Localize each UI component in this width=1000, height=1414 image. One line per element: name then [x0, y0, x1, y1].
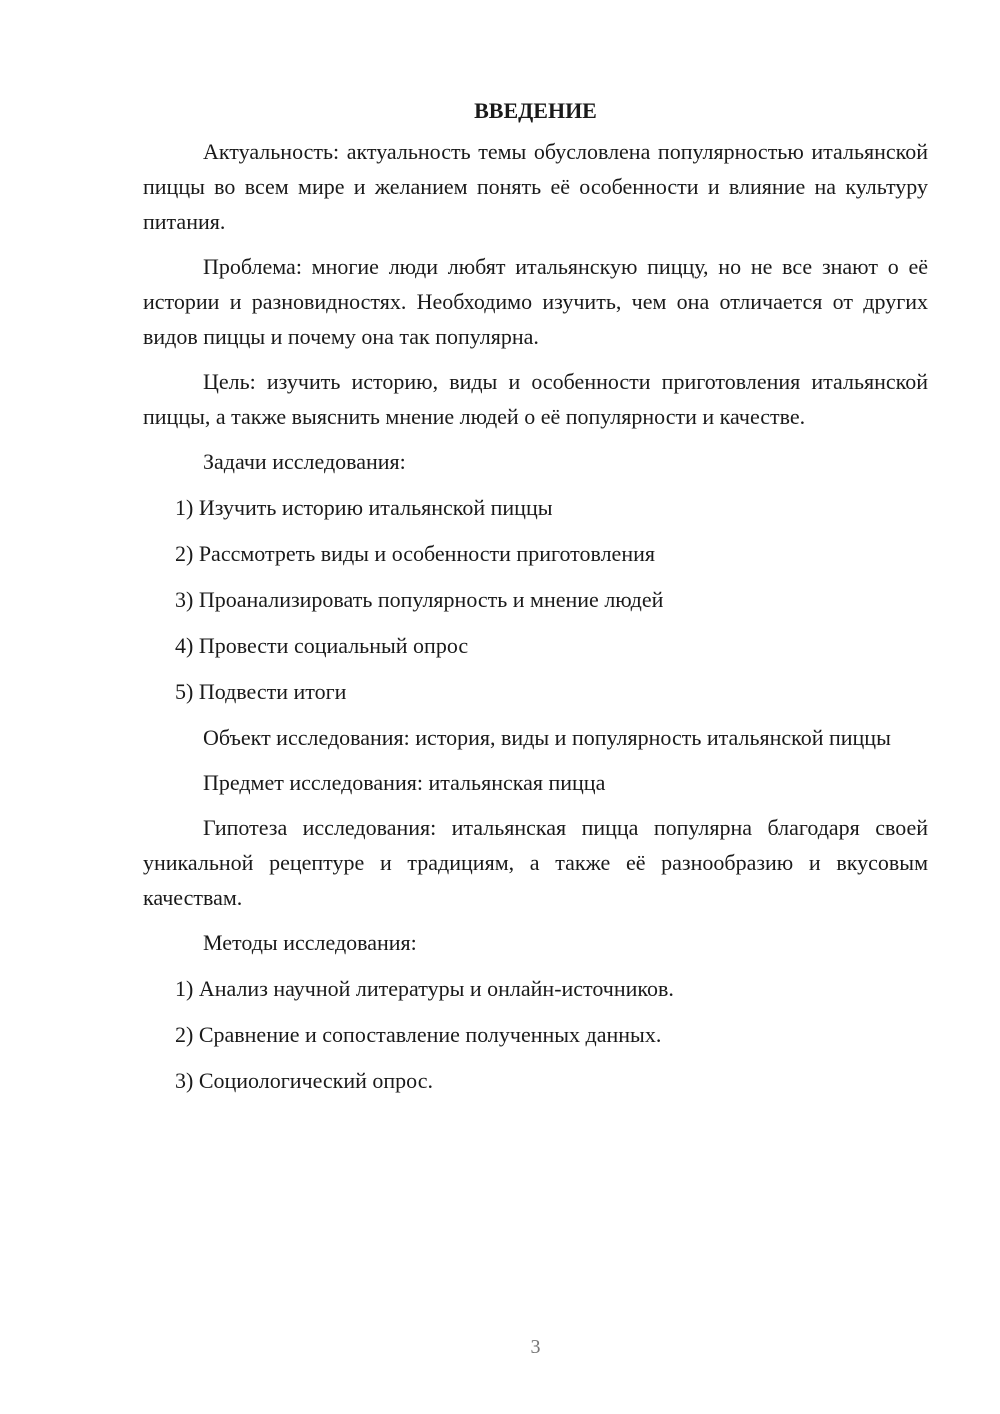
relevance-paragraph: Актуальность: актуальность темы обусловлена популярностью итальянской пиццы во всем мире и желанием понять её особенности и влияние на культуру питания. [143, 139, 928, 234]
method-item: 3) Социологический опрос. [175, 1068, 433, 1093]
methods-label: Методы исследования: [203, 930, 417, 955]
problem-paragraph: Проблема: многие люди любят итальянскую пиццу, но не все знают о её истории и разновидностях. Необходимо изучить, чем она отличается от других видов пиццы и почему она так популярна. [143, 254, 928, 349]
task-item: 4) Провести социальный опрос [175, 633, 469, 658]
task-item: 1) Изучить историю итальянской пиццы [175, 495, 553, 520]
hypothesis-paragraph: Гипотеза исследования: итальянская пицца популярна благодаря своей уникальной рецептуре и традициям, а также её разнообразию и вкусовым качествам. [143, 815, 928, 910]
page-content [143, 94, 928, 1109]
task-item: 3) Проанализировать популярность и мнение людей [175, 587, 664, 612]
page-number: 3 [530, 1336, 541, 1358]
method-item: 2) Сравнение и сопоставление полученных данных. [175, 1022, 662, 1047]
methods-list [143, 971, 928, 1098]
task-item: 2) Рассмотреть виды и особенности приготовления [175, 541, 655, 566]
tasks-label: Задачи исследования: [203, 449, 406, 474]
subject-paragraph: Предмет исследования: итальянская пицца [203, 770, 606, 795]
goal-paragraph: Цель: изучить историю, виды и особенности приготовления итальянской пиццы, а также выяснить мнение людей о её популярности и качестве. [143, 369, 928, 429]
task-item: 5) Подвести итоги [175, 679, 347, 704]
object-paragraph: Объект исследования: история, виды и популярность итальянской пиццы [203, 725, 891, 750]
tasks-list [143, 490, 928, 709]
method-item: 1) Анализ научной литературы и онлайн-источников. [175, 976, 674, 1001]
page-title: ВВЕДЕНИЕ [474, 98, 597, 123]
